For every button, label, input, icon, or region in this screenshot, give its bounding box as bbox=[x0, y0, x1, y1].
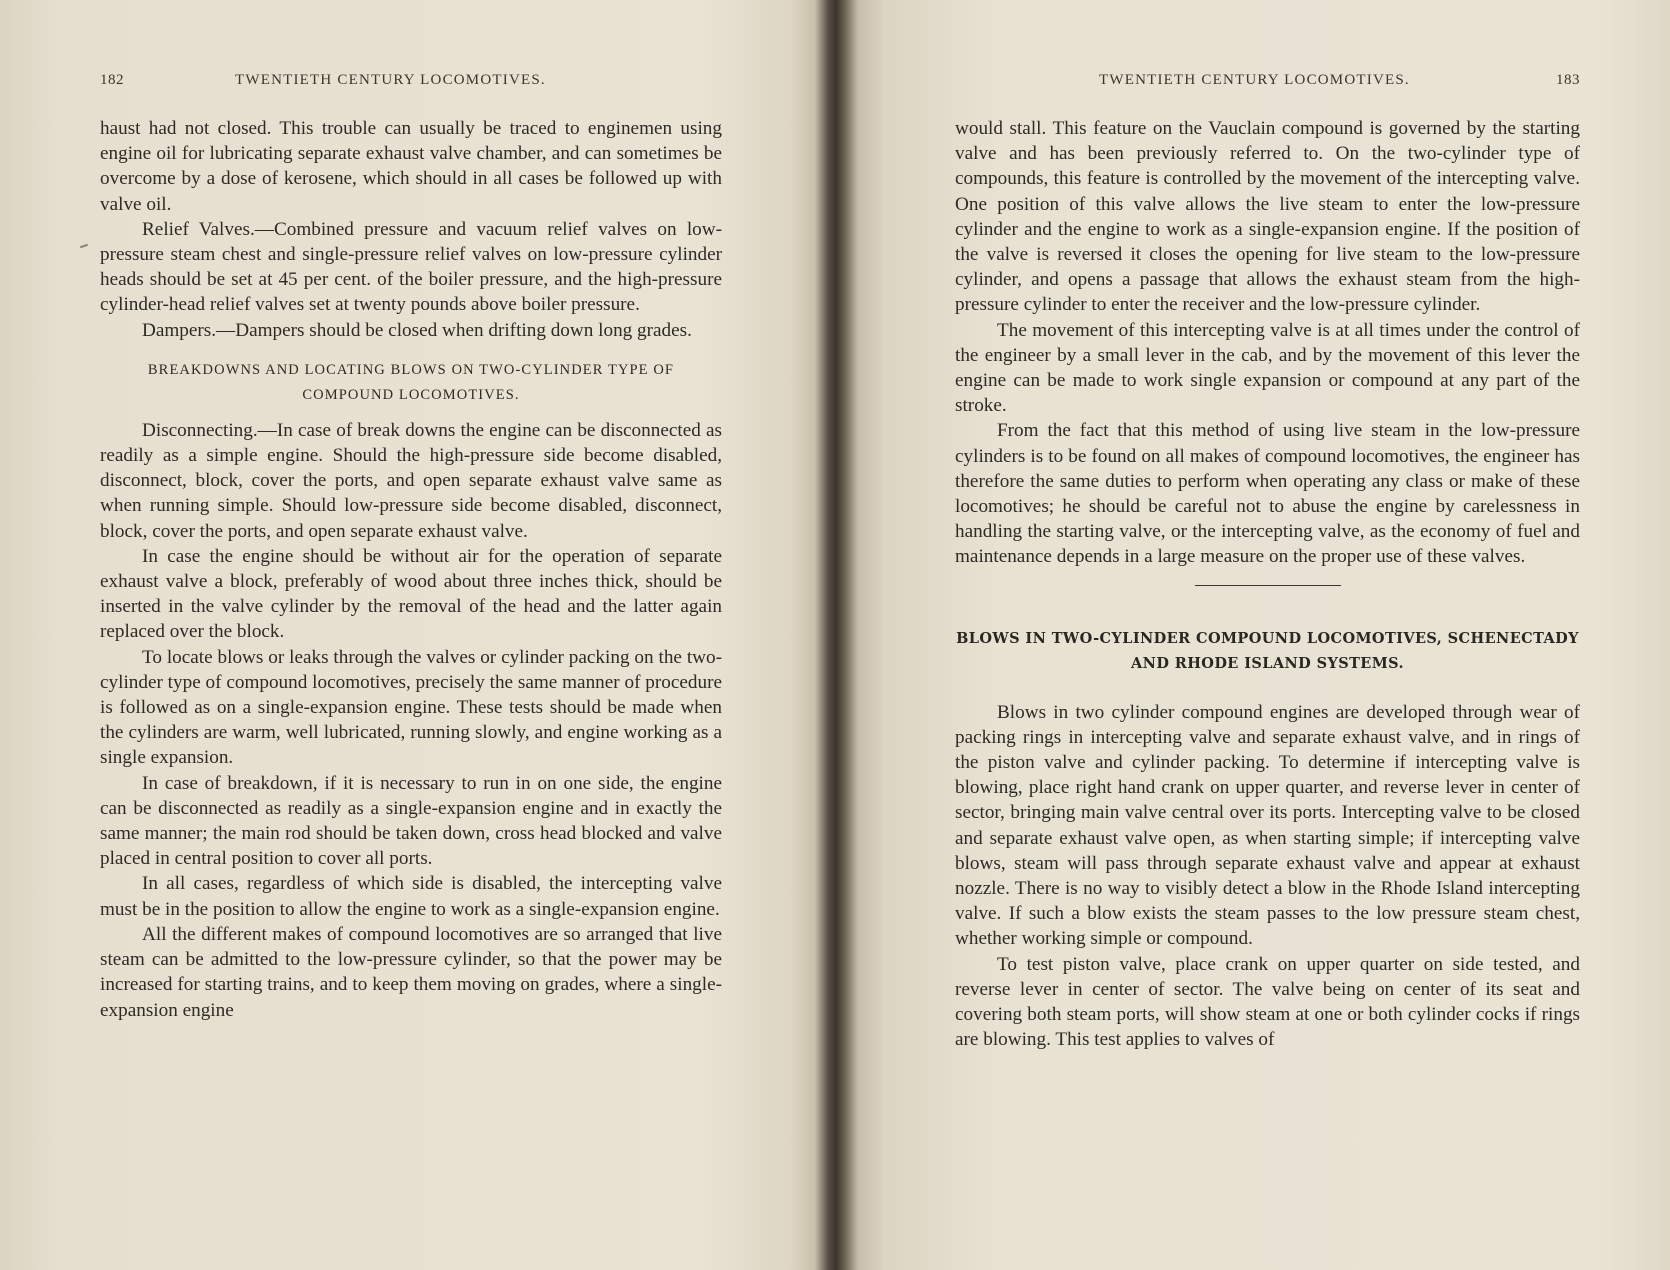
paragraph: would stall. This feature on the Vauclain compound is governed by the starting valve and has been previously referred to. On the two-cylinder type of compounds, this feature is controlled by the movement of the intercepting valve. One position of this valve allows the live steam to enter the low-pressure cylinder and the engine to work as a single-expansion engine. If the position of the valve is reversed it closes the opening for live steam to the low-pressure cylinder, and opens a passage that allows the exhaust steam from the high-pressure cylinder to enter the receiver and the low-pressure cylinder. bbox=[955, 118, 1580, 316]
left-page bbox=[100, 0, 722, 1270]
right-page bbox=[955, 0, 1580, 1270]
stray-mark bbox=[80, 244, 88, 249]
running-head bbox=[100, 72, 722, 94]
section-divider bbox=[1195, 585, 1341, 586]
paragraph: In case the engine should be without air for the operation of separate exhaust valve a block, preferably of wood about three inches thick, should be inserted in the valve cylinder by the removal of the head and the latter again replaced over the block. bbox=[100, 545, 722, 643]
page-body bbox=[955, 116, 1580, 1053]
section-heading: BREAKDOWNS AND LOCATING BLOWS ON TWO-CYLINDER TYPE OF COMPOUND LOCOMOTIVES. bbox=[147, 361, 675, 403]
page-number: 182 bbox=[100, 72, 124, 88]
running-title: TWENTIETH CENTURY LOCOMOTIVES. bbox=[235, 72, 546, 88]
paragraph: Dampers.—Dampers should be closed when drifting down long grades. bbox=[142, 319, 692, 341]
paragraph: In all cases, regardless of which side is disabled, the intercepting valve must be in the position to allow the engine to work as a single-expansion engine. bbox=[100, 873, 722, 920]
paragraph: Disconnecting.—In case of break downs the engine can be disconnected as readily as a simple engine. Should the high-pressure side become disabled, disconnect, block, cover the ports, and open separate exhaust valve same as when running simple. Should low-pressure side become disabled, disconnect, block, cover the ports, and open separate exhaust valve. bbox=[100, 419, 722, 542]
page-body bbox=[100, 116, 722, 1023]
section-heading: BLOWS IN TWO-CYLINDER COMPOUND LOCOMOTIVES, SCHENECTADY AND RHODE ISLAND SYSTEMS. bbox=[956, 629, 1579, 672]
page-number: 183 bbox=[1556, 72, 1580, 88]
paragraph: Blows in two cylinder compound engines are developed through wear of packing rings in intercepting valve and separate exhaust valve, and in rings of the piston valve and cylinder packing. To determine if intercepting valve is blowing, place right hand crank on upper quarter, and reverse lever in center of sector, bringing main valve central over its ports. Intercepting valve to be closed and separate exhaust valve open, as when starting simple; if intercepting valve blows, steam will pass through separate exhaust valve and appear at exhaust nozzle. There is no way to visibly detect a blow in the Rhode Island intercepting valve. If such a blow exists the steam passes to the low pressure steam chest, whether working simple or compound. bbox=[955, 701, 1580, 950]
paragraph: To test piston valve, place crank on upper quarter on side tested, and reverse lever in center of sector. The valve being on center of its seat and covering both steam ports, will show steam at one or both cylinder cocks if rings are blowing. This test applies to valves of bbox=[955, 953, 1580, 1051]
running-title: TWENTIETH CENTURY LOCOMOTIVES. bbox=[1099, 72, 1410, 88]
paragraph: The movement of this intercepting valve is at all times under the control of the engineer by a small lever in the cab, and by the movement of this lever the engine can be made to work single expansion or compound at any part of the stroke. bbox=[955, 319, 1580, 417]
paragraph: To locate blows or leaks through the valves or cylinder packing on the two-cylinder type of compound locomotives, precisely the same manner of procedure is followed as on a single-expansion engine. These tests should be made when the cylinders are warm, well lubricated, running slowly, and engine working as a single expansion. bbox=[100, 646, 722, 769]
paragraph: From the fact that this method of using live steam in the low-pressure cylinders is to be found on all makes of compound locomotives, the engineer has therefore the same duties to perform when operating any class or make of these locomotives; he should be careful not to abuse the engine by carelessness in handling the starting valve, or the intercepting valve, as the economy of fuel and maintenance depends in a large measure on the proper use of these valves. bbox=[955, 420, 1580, 568]
running-head bbox=[955, 72, 1580, 94]
paragraph: In case of breakdown, if it is necessary to run in on one side, the engine can be disconnected as readily as a single-expansion engine and in exactly the same manner; the main rod should be taken down, cross head blocked and valve placed in central position to cover all ports. bbox=[100, 772, 722, 870]
paragraph: All the different makes of compound locomotives are so arranged that live steam can be admitted to the low-pressure cylinder, so that the power may be increased for starting trains, and to keep them moving on grades, where a single-expansion engine bbox=[100, 923, 722, 1021]
paragraph: Relief Valves.—Combined pressure and vacuum relief valves on low-pressure steam chest and single-pressure relief valves on low-pressure cylinder heads should be set at 45 per cent. of the boiler pressure, and the high-pressure cylinder-head relief valves set at twenty pounds above boiler pressure. bbox=[100, 218, 722, 316]
paragraph: haust had not closed. This trouble can usually be traced to enginemen using engine oil for lubricating separate exhaust valve chamber, and can sometimes be overcome by a dose of kerosene, which should in all cases be followed up with valve oil. bbox=[100, 118, 722, 215]
